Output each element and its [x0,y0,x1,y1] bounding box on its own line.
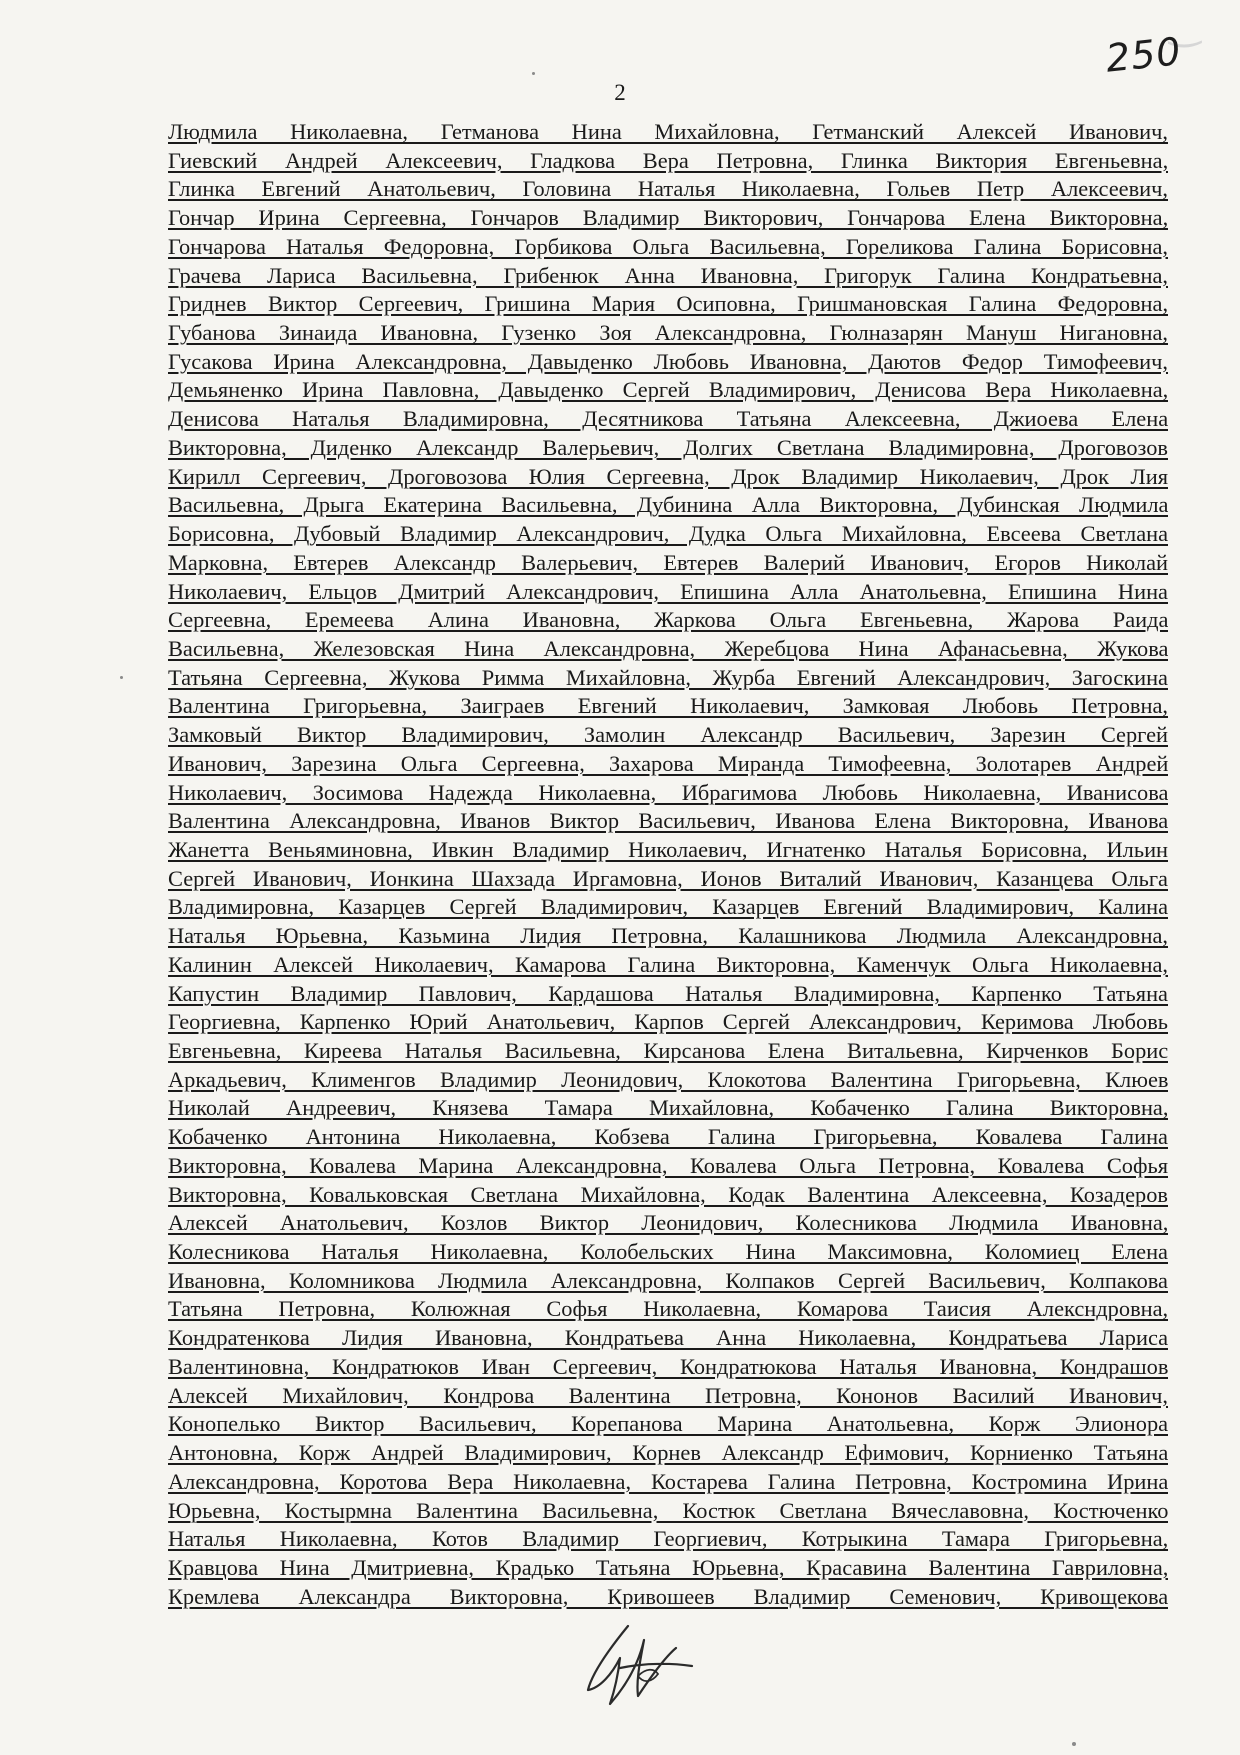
name-list-line: Татьяна Сергеевна, Жукова Римма Михайловна, Журба Евгений Александрович, Загоскина [168,664,1168,690]
name-list-line: Алексей Михайлович, Кондрова Валентина Петровна, Кононов Василий Иванович, [168,1382,1168,1408]
name-list-line: Аркадьевич, Клименгов Владимир Леонидович, Клокотова Валентина Григорьевна, Клюев [168,1066,1168,1092]
page-number: 2 [614,80,626,105]
name-list-line: Глинка Евгений Анатольевич, Головина Наталья Николаевна, Гольев Петр Алексеевич, [168,176,1168,202]
name-list-line: Алексей Анатольевич, Козлов Виктор Леонидович, Колесникова Людмила Ивановна, [168,1210,1168,1236]
name-list-line: Татьяна Петровна, Колюжная Софья Николаевна, Комарова Таисия Алексндровна, [168,1296,1168,1322]
name-list-line: Валентина Александровна, Иванов Виктор Васильевич, Иванова Елена Викторовна, Иванова [168,808,1168,834]
name-list-line: Гончар Ирина Сергеевна, Гончаров Владимир Викторович, Гончарова Елена Викторовна, [168,205,1168,231]
name-list-line: Грачева Лариса Васильевна, Грибенюк Анна Ивановна, Григорук Галина Кондратьевна, [168,262,1168,288]
name-list-line: Гусакова Ирина Александровна, Давыденко Любовь Ивановна, Даютов Федор Тимофеевич, [168,348,1168,374]
handwritten-signature-icon [580,1618,700,1713]
bleed-through-right [1180,480,1240,1630]
bleed-through-top [440,0,740,22]
name-list-line: Денисова Наталья Владимировна, Десятникова Татьяна Алексеевна, Джиоева Елена [168,406,1168,432]
name-list-line: Викторовна, Диденко Александр Валерьевич, Долгих Светлана Владимировна, Дроговозов [168,434,1168,460]
name-list-line: Сергей Иванович, Ионкина Шахзада Иргамовна, Ионов Виталий Иванович, Казанцева Ольга [168,865,1168,891]
name-list-line: Юрьевна, Костырмна Валентина Васильевна, Костюк Светлана Вячеславовна, Костюченко [168,1497,1168,1523]
name-list-line: Владимировна, Казарцев Сергей Владимирович, Казарцев Евгений Владимирович, Калина [168,894,1168,920]
name-list-line: Николай Андреевич, Князева Тамара Михайловна, Кобаченко Галина Викторовна, [168,1095,1168,1121]
name-list-line: Георгиевна, Карпенко Юрий Анатольевич, Карпов Сергей Александрович, Керимова Любовь [168,1009,1168,1035]
name-list-line: Николаевич, Зосимова Надежда Николаевна, Ибрагимова Любовь Николаевна, Иванисова [168,779,1168,805]
name-list-line: Гриднев Виктор Сергеевич, Гришина Мария Осиповна, Гришмановская Галина Федоровна, [168,291,1168,317]
name-list-line: Жанетта Веньяминовна, Ивкин Владимир Николаевич, Игнатенко Наталья Борисовна, Ильин [168,836,1168,862]
scan-speck [1072,1742,1076,1746]
name-list-line: Кондратенкова Лидия Ивановна, Кондратьева Анна Николаевна, Кондратьева Лариса [168,1325,1168,1351]
bleed-through-topright: ‿ [1168,10,1201,47]
name-list-line: Гиевский Андрей Алексеевич, Гладкова Вера Петровна, Глинка Виктория Евгеньевна, [168,147,1168,173]
name-list-line: Антоновна, Корж Андрей Владимирович, Корнев Александр Ефимович, Корниенко Татьяна [168,1440,1168,1466]
name-list-line: Наталья Юрьевна, Казьмина Лидия Петровна, Калашникова Людмила Александровна, [168,923,1168,949]
name-list-line: Кравцова Нина Дмитриевна, Крадько Татьяна Юрьевна, Красавина Валентина Гавриловна, [168,1554,1168,1580]
name-list-line: Кремлева Александра Викторовна, Кривошеев Владимир Семенович, Кривощекова [168,1583,1168,1609]
name-list-line: Марковна, Евтерев Александр Валерьевич, Евтерев Валерий Иванович, Егоров Николай [168,549,1168,575]
name-list-line: Кирилл Сергеевич, Дроговозова Юлия Сергеевна, Дрок Владимир Николаевич, Дрок Лия [168,463,1168,489]
name-list-line: Наталья Николаевна, Котов Владимир Георгиевич, Котрыкина Тамара Григорьевна, [168,1526,1168,1552]
name-list-line: Николаевич, Ельцов Дмитрий Александрович, Епишина Алла Анатольевна, Епишина Нина [168,578,1168,604]
name-list-line: Сергеевна, Еремеева Алина Ивановна, Жаркова Ольга Евгеньевна, Жарова Раида [168,607,1168,633]
name-list-line: Иванович, Зарезина Ольга Сергеевна, Захарова Миранда Тимофеевна, Золотарев Андрей [168,750,1168,776]
name-list-line: Борисовна, Дубовый Владимир Александрович, Дудка Ольга Михайловна, Евсеева Светлана [168,521,1168,547]
name-list-line: Кобаченко Антонина Николаевна, Кобзева Галина Григорьевна, Ковалева Галина [168,1124,1168,1150]
name-list-line: Замковый Виктор Владимирович, Замолин Александр Васильевич, Зарезин Сергей [168,722,1168,748]
name-list-line: Гончарова Наталья Федоровна, Горбикова Ольга Васильевна, Гореликова Галина Борисовна, [168,233,1168,259]
name-list-line: Валентиновна, Кондратюков Иван Сергеевич, Кондратюкова Наталья Ивановна, Кондрашов [168,1353,1168,1379]
name-list-line: Людмила Николаевна, Гетманова Нина Михайловна, Гетманский Алексей Иванович, [168,119,1168,144]
name-list-line: Капустин Владимир Павлович, Кардашова Наталья Владимировна, Карпенко Татьяна [168,980,1168,1006]
folio-number: 250 [1103,29,1184,81]
name-list-line: Евгеньевна, Киреева Наталья Васильевна, Кирсанова Елена Витальевна, Кирченков Борис [168,1038,1168,1063]
name-list-line: Ивановна, Коломникова Людмила Александровна, Колпаков Сергей Васильевич, Колпакова [168,1267,1168,1293]
name-list-line: Александровна, Коротова Вера Николаевна, Костарева Галина Петровна, Костромина Ирина [168,1468,1168,1494]
name-list-line: Васильевна, Железовская Нина Александровна, Жеребцова Нина Афанасьевна, Жукова [168,635,1168,661]
name-list-body [168,118,1168,1611]
scan-speck [532,72,535,75]
name-list-line: Губанова Зинаида Ивановна, Гузенко Зоя Александровна, Гюлназарян Мануш Нигановна, [168,320,1168,346]
name-list-line: Конопелько Виктор Васильевич, Корепанова Марина Анатольевна, Корж Элионора [168,1411,1168,1437]
name-list-line: Викторовна, Ковальковская Светлана Михайловна, Кодак Валентина Алексеевна, Козадеров [168,1181,1168,1207]
scan-speck [120,676,123,679]
name-list-line: Калинин Алексей Николаевич, Камарова Галина Викторовна, Каменчук Ольга Николаевна, [168,951,1168,977]
name-list-line: Викторовна, Ковалева Марина Александровна, Ковалева Ольга Петровна, Ковалева Софья [168,1152,1168,1178]
name-list-line: Васильевна, Дрыга Екатерина Васильевна, Дубинина Алла Викторовна, Дубинская Людмила [168,492,1168,518]
name-list-line: Колесникова Наталья Николаевна, Колобельских Нина Максимовна, Коломиец Елена [168,1239,1168,1265]
name-list-line: Валентина Григорьевна, Заиграев Евгений Николаевич, Замковая Любовь Петровна, [168,693,1168,719]
name-list-line: Демьяненко Ирина Павловна, Давыденко Сергей Владимирович, Денисова Вера Николаевна, [168,377,1168,403]
